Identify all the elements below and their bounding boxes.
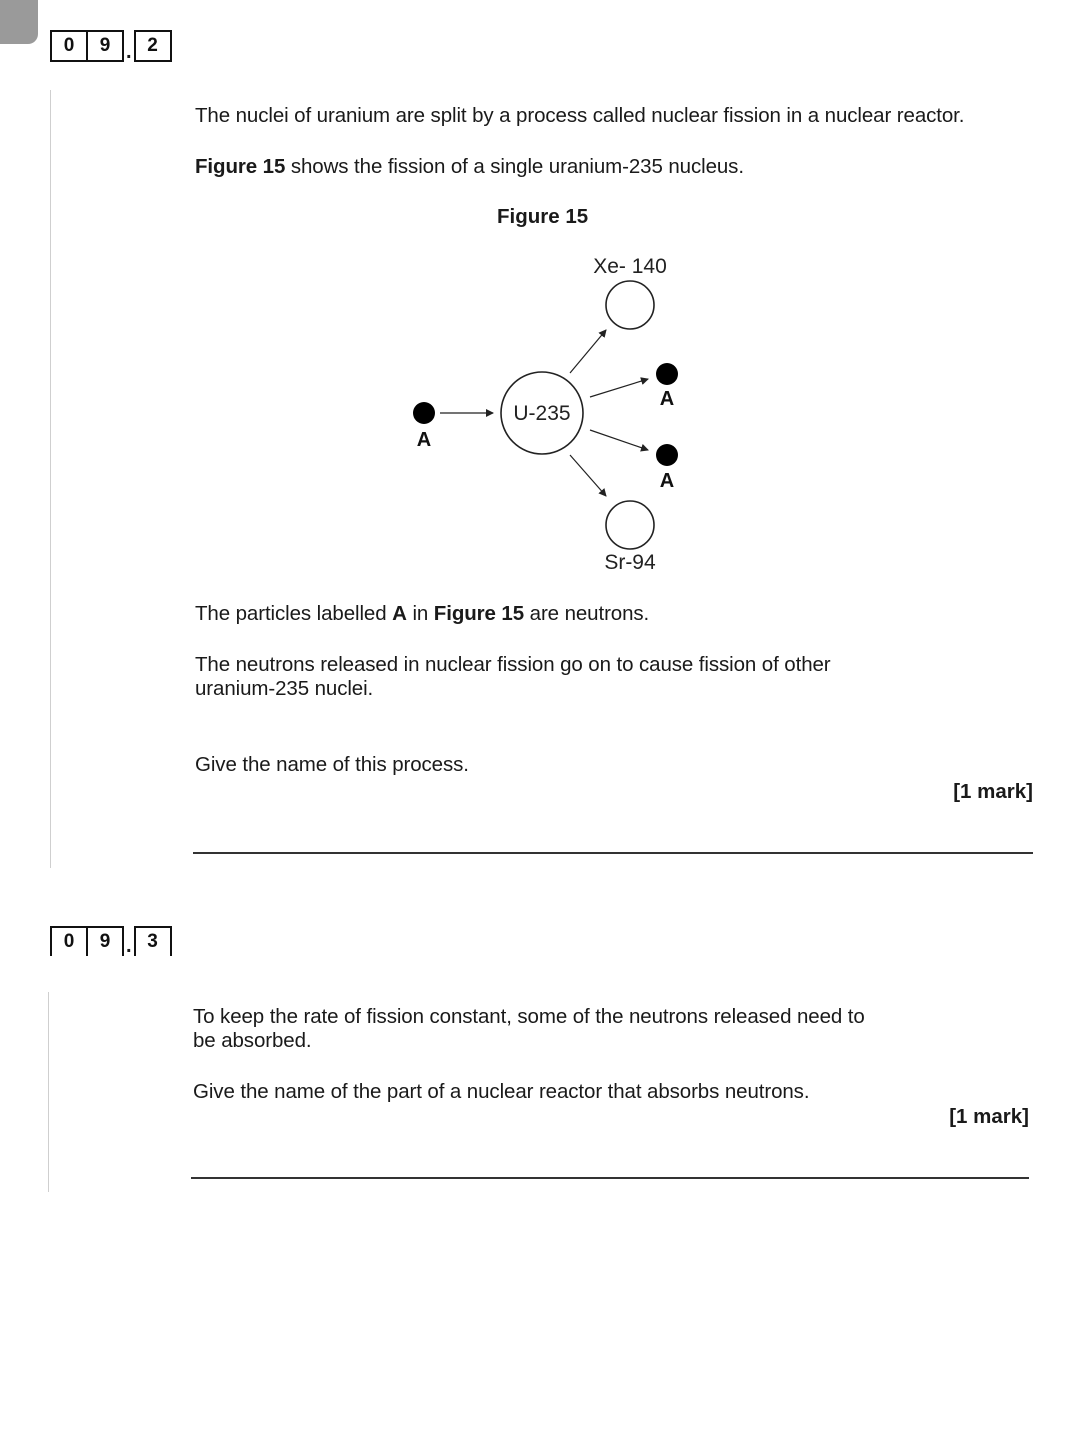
answer-line[interactable]: [191, 1177, 1029, 1179]
particles-text-bold: A: [392, 602, 407, 625]
margin-line: [48, 992, 49, 1192]
arrow-to-neutron-bottom: [590, 430, 648, 450]
question-prompt: Give the name of the part of a nuclear reactor that absorbs neutrons.: [193, 1080, 810, 1103]
particles-text-bold: Figure 15: [433, 602, 525, 625]
particles-text-part: are neutrons.: [524, 602, 650, 625]
neutrons-text-line1: The neutrons released in nuclear fission go on to cause fission of other: [195, 653, 831, 676]
particles-text: [195, 602, 649, 626]
nucleus-label: U-235: [513, 402, 571, 425]
arrow-to-xenon: [570, 330, 606, 373]
xenon-nucleus: [606, 281, 654, 329]
particles-text-part: The particles labelled: [195, 602, 393, 625]
neutron-label: A: [659, 388, 675, 410]
neutron-label: A: [659, 470, 675, 492]
question-digit: 2: [147, 35, 158, 56]
corner-tab: [0, 0, 38, 44]
arrow-to-strontium: [570, 455, 606, 496]
figure-reference-bold: Figure 15: [195, 155, 286, 178]
q2-text-line1: To keep the rate of fission constant, some of the neutrons released need to: [193, 1005, 865, 1028]
q2-text-line2: be absorbed.: [193, 1029, 312, 1052]
incoming-neutron: [413, 402, 435, 424]
particles-text-part: in: [406, 602, 434, 625]
figure-reference-rest: shows the fission of a single uranium-235 nucleus.: [285, 155, 744, 178]
question-separator: .: [126, 935, 132, 957]
question-number-09-3: [50, 926, 172, 956]
neutrons-text-line2: uranium-235 nuclei.: [195, 677, 374, 700]
question-digit: 0: [63, 931, 75, 952]
fission-diagram: [380, 245, 700, 585]
product-bottom-label: Sr-94: [604, 551, 656, 574]
question-prompt: Give the name of this process.: [195, 753, 469, 776]
arrow-to-neutron-top: [590, 379, 648, 397]
mark-allocation: [1 mark]: [949, 1105, 1029, 1128]
released-neutron-bottom: [656, 444, 678, 466]
question-digit: 0: [63, 35, 75, 56]
question-separator: .: [126, 41, 132, 63]
answer-line[interactable]: [193, 852, 1033, 854]
product-top-label: Xe- 140: [593, 255, 667, 278]
mark-allocation: [1 mark]: [953, 780, 1033, 803]
released-neutron-top: [656, 363, 678, 385]
question-digit: 9: [86, 928, 122, 956]
margin-line: [50, 90, 51, 868]
question-digit: 3: [147, 931, 158, 952]
strontium-nucleus: [606, 501, 654, 549]
neutron-label: A: [416, 429, 432, 451]
question-digit: 9: [86, 32, 122, 60]
figure-title: Figure 15: [497, 205, 589, 228]
question-number-09-2: [50, 30, 172, 62]
figure-reference-text: [195, 155, 744, 179]
intro-text: The nuclei of uranium are split by a process called nuclear fission in a nuclear reactor.: [195, 104, 965, 127]
